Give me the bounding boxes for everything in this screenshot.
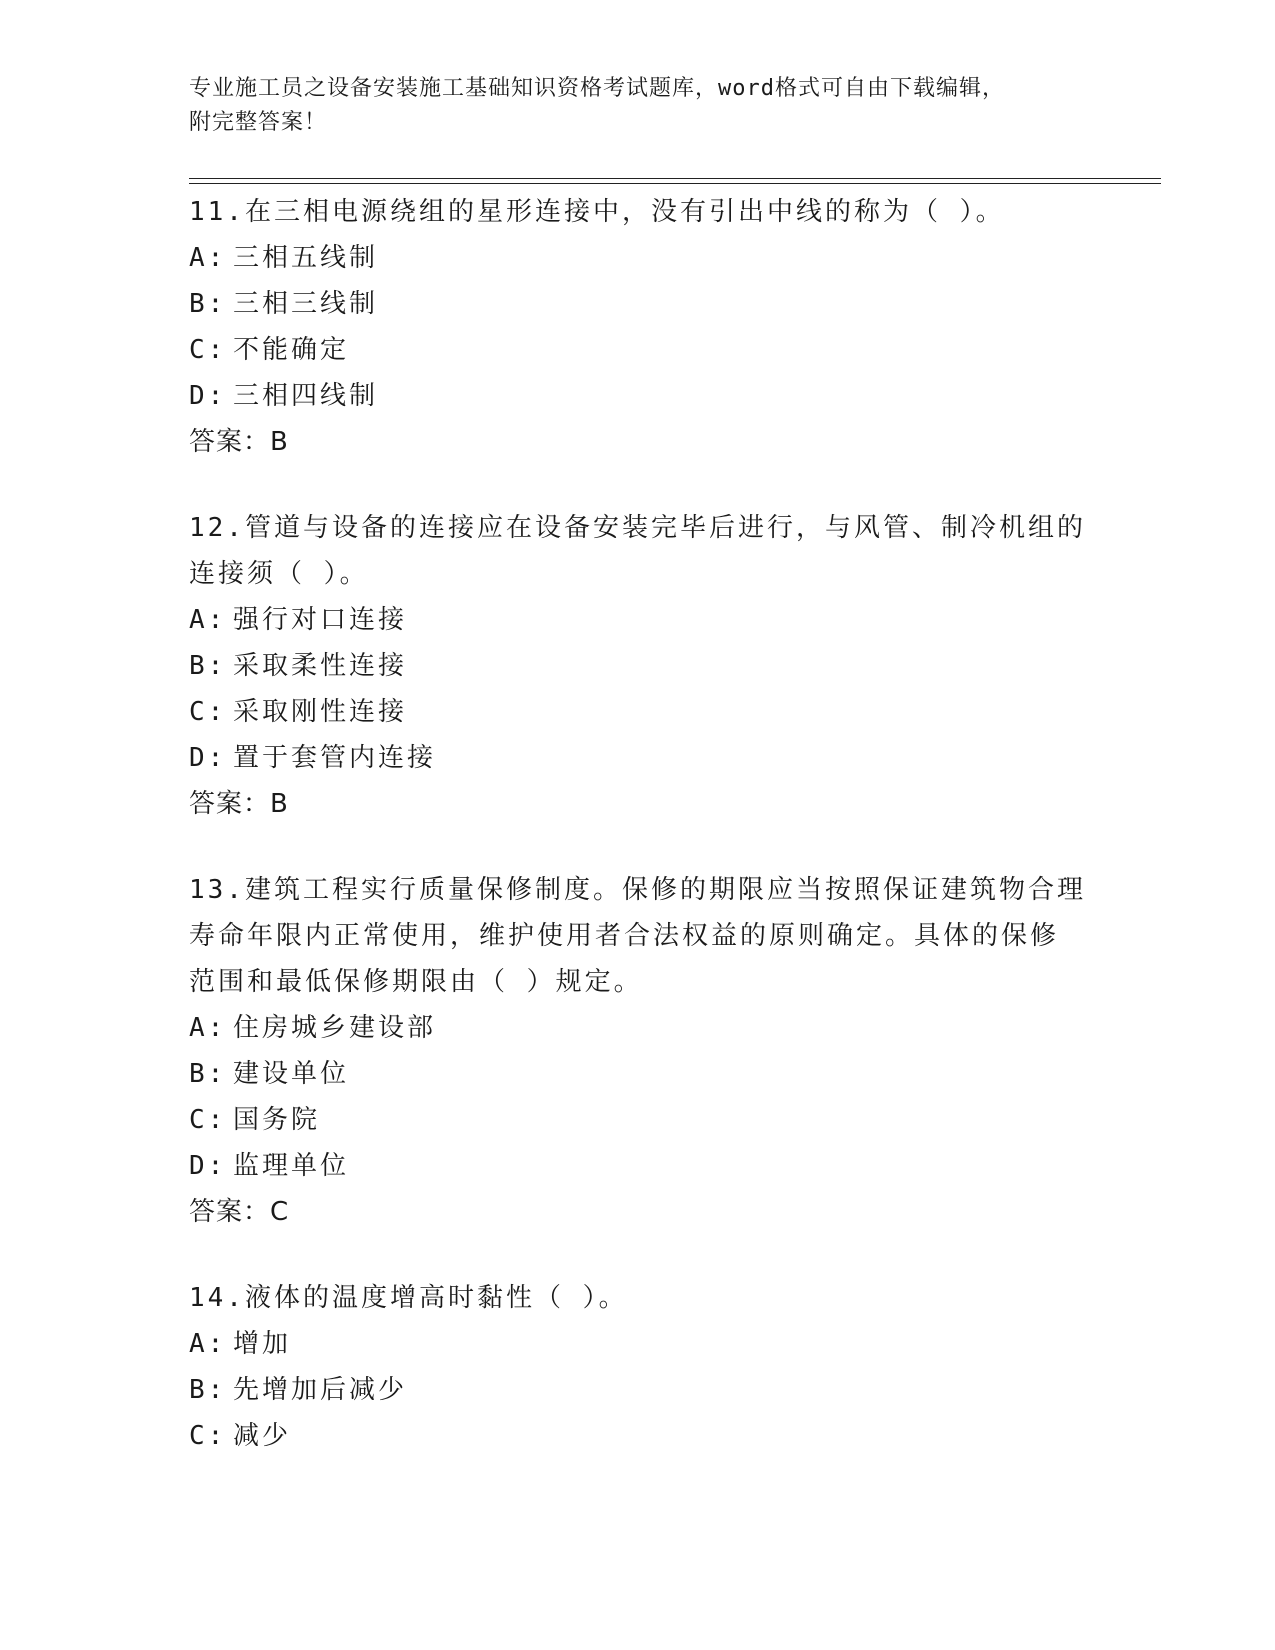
- option-a: A: 三相五线制: [189, 243, 379, 273]
- option-b: B: 建设单位: [189, 1059, 350, 1089]
- option-a: A: 住房城乡建设部: [189, 1013, 437, 1043]
- question-text: 14.液体的温度增高时黏性（ ）。: [189, 1283, 628, 1313]
- answer: 答案：B: [189, 427, 289, 457]
- option-a: A: 增加: [189, 1329, 292, 1359]
- answer: 答案：B: [189, 789, 289, 819]
- document-header: [189, 72, 1069, 140]
- option-d: D: 置于套管内连接: [189, 743, 437, 773]
- question-text: 12.管道与设备的连接应在设备安装完毕后进行，与风管、制冷机组的 连接须（ ）。: [189, 513, 1086, 589]
- question-text: 11.在三相电源绕组的星形连接中，没有引出中线的称为（ ）。: [189, 197, 1005, 227]
- answer: 答案：C: [189, 1197, 290, 1227]
- question-12: [189, 505, 1089, 827]
- question-14: [189, 1275, 1089, 1459]
- option-b: B: 三相三线制: [189, 289, 379, 319]
- header-line-1: 专业施工员之设备安装施工基础知识资格考试题库，word格式可自由下载编辑，: [189, 76, 1005, 101]
- question-11: [189, 189, 1089, 465]
- question-list: [189, 189, 1089, 1499]
- question-text: 13.建筑工程实行质量保修制度。保修的期限应当按照保证建筑物合理 寿命年限内正常使用，维护使用者合法权益的原则确定。具体的保修 范围和最低保修期限由（ ）规定。: [189, 875, 1086, 997]
- header-rule-top: [189, 178, 1161, 179]
- question-13: [189, 867, 1089, 1235]
- header-line-2: 附完整答案！: [189, 110, 328, 135]
- option-b: B: 先增加后减少: [189, 1375, 408, 1405]
- option-d: D: 三相四线制: [189, 381, 379, 411]
- option-c: C: 减少: [189, 1421, 292, 1451]
- option-d: D: 监理单位: [189, 1151, 350, 1181]
- option-c: C: 国务院: [189, 1105, 321, 1135]
- header-rule-bottom: [189, 183, 1161, 184]
- option-b: B: 采取柔性连接: [189, 651, 408, 681]
- option-c: C: 不能确定: [189, 335, 350, 365]
- option-a: A: 强行对口连接: [189, 605, 408, 635]
- option-c: C: 采取刚性连接: [189, 697, 408, 727]
